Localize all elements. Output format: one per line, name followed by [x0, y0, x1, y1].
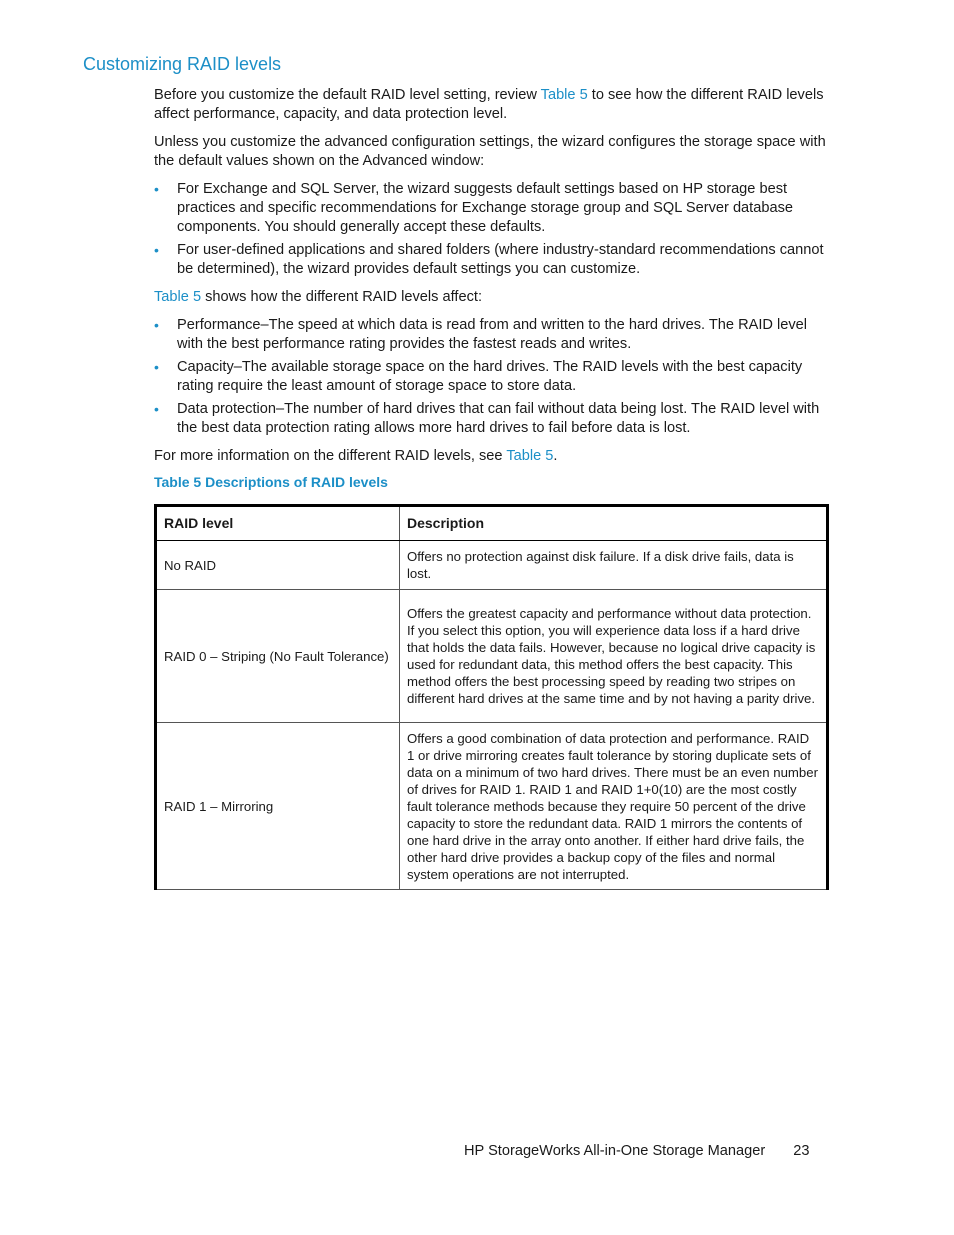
p3-after: shows how the different RAID levels affect: — [201, 289, 482, 305]
table-5-link-1[interactable]: Table 5 — [540, 87, 588, 103]
paragraph-3 — [154, 288, 830, 307]
table-5-link-3[interactable]: Table 5 — [506, 448, 554, 464]
description-cell: Offers a good combination of data protection and performance. RAID 1 or drive mirroring creates fault tolerance by storing duplicate sets of data on a minimum of two hard drives. There must be an even number of drives for RAID 1. RAID 1 and RAID 1+0(10) are the most costly fault tolerance methods because they require 50 percent of the drive capacity to store the redundant data. RAID 1 mirrors the contents of one hard drive in the array onto another. If either hard drive fails, the other hard drive provides a backup copy of the files and normal system operations are not interrupted. — [400, 723, 828, 890]
raid-levels-table — [154, 504, 829, 890]
footer-title: HP StorageWorks All-in-One Storage Manager — [464, 1143, 766, 1159]
list-item — [154, 400, 830, 438]
section-heading: Customizing RAID levels — [83, 54, 282, 74]
bullet-icon: • — [154, 181, 159, 197]
bullet-text: For user-defined applications and shared folders (where industry-standard recommendations cannot be determined), the wizard provides default settings you can customize. — [177, 242, 824, 277]
bullet-text: Performance–The speed at which data is read from and written to the hard drives. The RAID level with the best performance rating provides the fastest reads and writes. — [177, 317, 808, 352]
bullet-icon: • — [154, 359, 159, 375]
raid-level-cell: No RAID — [156, 541, 400, 590]
page-number: 23 — [793, 1143, 810, 1159]
raid-factors-bullet-list — [154, 316, 830, 438]
list-item — [154, 180, 830, 237]
description-cell: Offers the greatest capacity and performance without data protection. If you select this option, you will experience data loss if a hard drive that holds the data fails. However, because no logical drive capacity is used for redundant data, this method offers the best capacity. This method offers the best processing speed by reading two stripes on different hard drives at the same time and by not having a parity drive. — [400, 590, 828, 723]
intro-paragraph-2: Unless you customize the advanced configuration settings, the wizard configures the storage space with the default values shown on the Advanced window: — [154, 134, 826, 169]
body-text — [154, 86, 830, 475]
table-caption: Table 5 Descriptions of RAID levels — [154, 474, 388, 490]
raid-level-cell: RAID 0 – Striping (No Fault Tolerance) — [156, 590, 400, 723]
table-row — [156, 723, 828, 890]
bullet-icon: • — [154, 242, 159, 258]
p4-after: . — [553, 448, 558, 464]
table-5-link-2[interactable]: Table 5 — [154, 289, 202, 305]
defaults-bullet-list — [154, 180, 830, 279]
header-raid-level: RAID level — [156, 506, 400, 541]
intro-p1-after: to see how the different RAID levels affect performance, capacity, and data protection level. — [154, 87, 824, 122]
list-item — [154, 358, 830, 396]
table-header-row — [156, 506, 828, 541]
intro-paragraph-1 — [154, 86, 830, 124]
bullet-icon: • — [154, 317, 159, 333]
header-description: Description — [400, 506, 828, 541]
list-item — [154, 316, 830, 354]
page-footer — [464, 1143, 809, 1159]
bullet-text: Capacity–The available storage space on the hard drives. The RAID levels with the best capacity rating require the least amount of storage space to store data. — [177, 359, 803, 394]
table-row — [156, 590, 828, 723]
table-row — [156, 541, 828, 590]
list-item — [154, 241, 830, 279]
p4-before: For more information on the different RAID levels, see — [154, 448, 507, 464]
bullet-icon: • — [154, 401, 159, 417]
description-cell: Offers no protection against disk failure. If a disk drive fails, data is lost. — [400, 541, 828, 590]
paragraph-4 — [154, 447, 830, 466]
intro-p1-before: Before you customize the default RAID level setting, review — [154, 87, 541, 103]
raid-level-cell: RAID 1 – Mirroring — [156, 723, 400, 890]
bullet-text: Data protection–The number of hard drives that can fail without data being lost. The RAID level with the best data protection rating allows more hard drives to fail before data is lost. — [177, 401, 820, 436]
bullet-text: For Exchange and SQL Server, the wizard suggests default settings based on HP storage best practices and specific recommendations for Exchange storage group and SQL Server database components. You should generally accept these defaults. — [177, 181, 793, 235]
